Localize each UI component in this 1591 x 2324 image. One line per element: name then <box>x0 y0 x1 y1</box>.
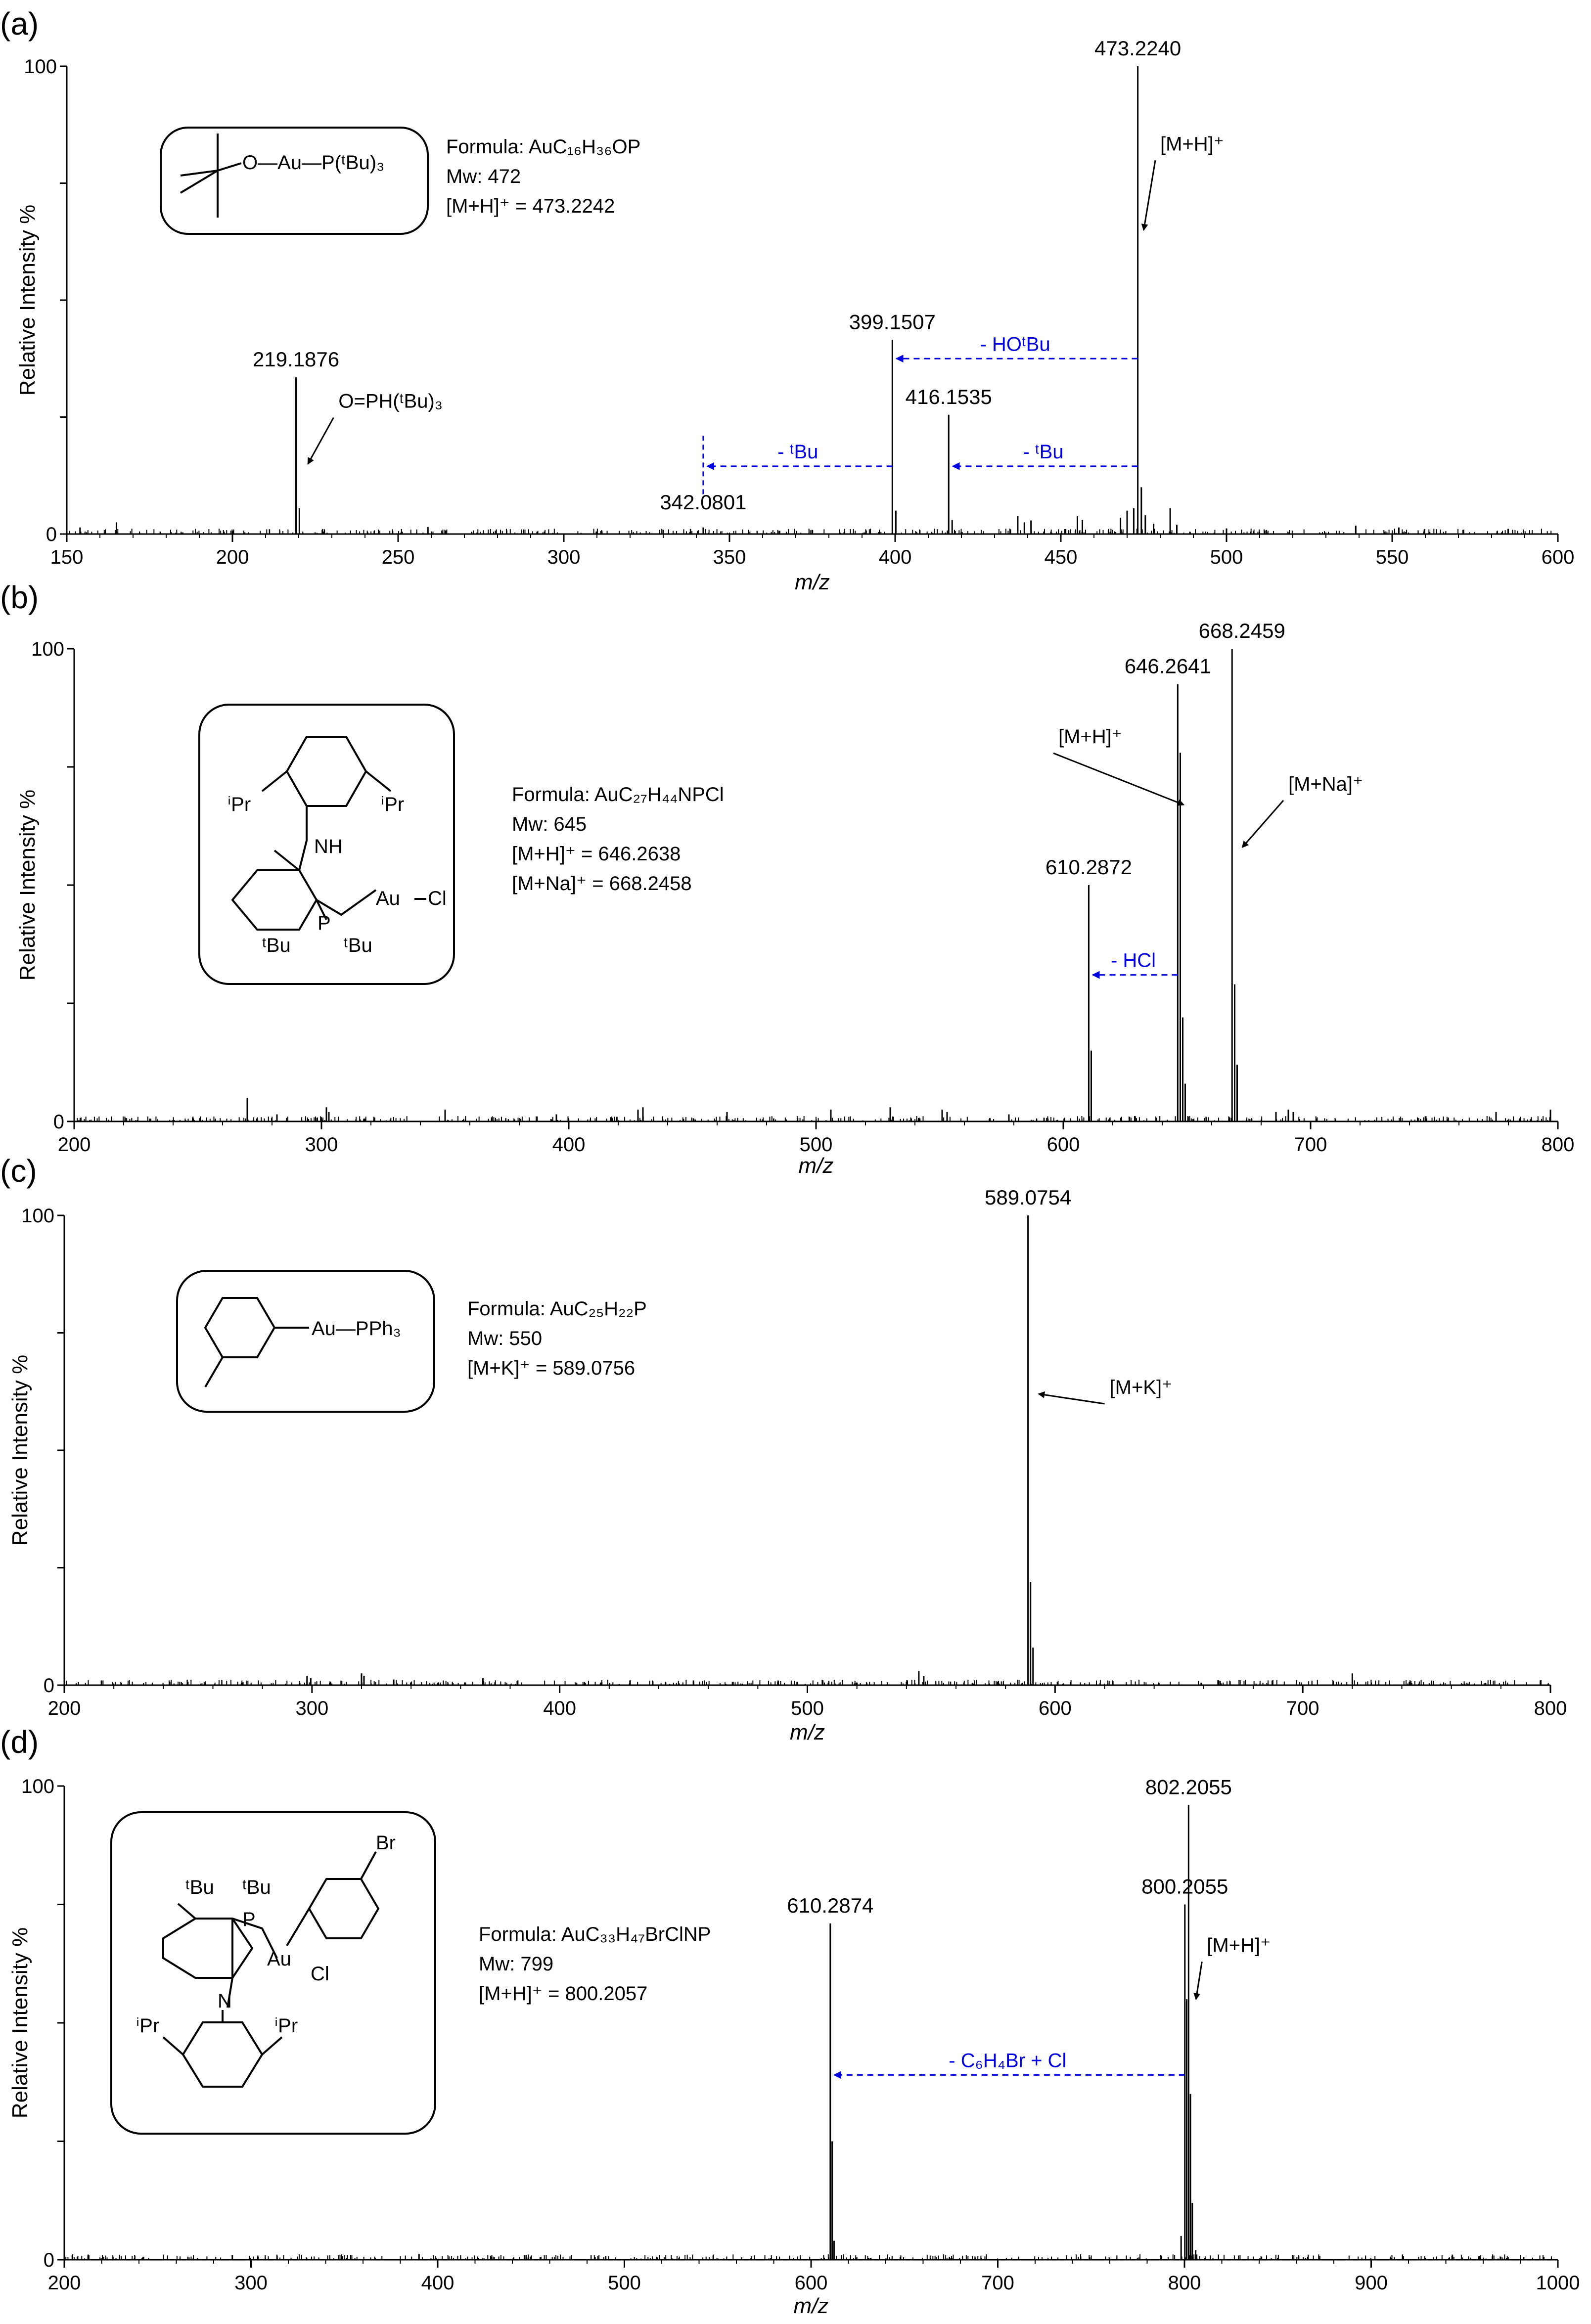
info-d <box>479 1923 711 2005</box>
x-tick-label: 700 <box>981 2272 1014 2294</box>
info-c-mw: Mw: 550 <box>467 1328 543 1349</box>
info-d-mw: Mw: 799 <box>479 1953 554 1975</box>
structure-b-p: P <box>318 912 331 934</box>
x-tick-label: 300 <box>547 546 581 568</box>
x-tick-label: 550 <box>1375 546 1409 568</box>
spectrum-a <box>15 37 1574 594</box>
info-b-mna: [M+Na]⁺ = 668.2458 <box>512 873 692 894</box>
y-tick-label: 100 <box>21 1205 54 1227</box>
structure-d-cl: Cl <box>311 1963 329 1985</box>
x-tick-label: 800 <box>1168 2272 1201 2294</box>
structure-d-br: Br <box>376 1832 396 1854</box>
y-tick-label: 100 <box>21 1776 54 1797</box>
spectrum-d <box>8 1775 1580 2318</box>
panel-label-d: (d) <box>0 1724 39 1760</box>
x-tick-label: 600 <box>1541 546 1575 568</box>
spectrum-b <box>15 619 1574 1178</box>
peak-label: 399.1507 <box>849 310 936 334</box>
y-axis-title: Relative Intensity % <box>15 789 40 981</box>
info-a-mw: Mw: 472 <box>446 166 521 187</box>
x-axis-title: m/z <box>790 1720 825 1744</box>
x-tick-label: 700 <box>1286 1698 1319 1719</box>
peak-label: 219.1876 <box>252 348 340 371</box>
structure-d-p: P <box>242 1909 256 1930</box>
ion-annotation: [M+K]⁺ <box>1109 1377 1173 1398</box>
structure-d-tbu-2: ᵗBu <box>242 1877 271 1898</box>
info-c-mk: [M+K]⁺ = 589.0756 <box>467 1357 636 1379</box>
x-tick-label: 500 <box>799 1134 833 1156</box>
ion-arrow <box>308 418 334 464</box>
info-b-formula: Formula: AuC₂₇H₄₄NPCl <box>512 784 724 805</box>
peak-label: 800.2055 <box>1141 1875 1228 1898</box>
info-b-mw: Mw: 645 <box>512 813 587 835</box>
ion-arrow <box>1196 1962 1202 1999</box>
ion-arrow <box>1242 801 1283 848</box>
info-d-mh: [M+H]⁺ = 800.2057 <box>479 1983 648 2005</box>
ion-annotation: O=PH(ᵗBu)₃ <box>338 390 443 412</box>
loss-label: - ᵗBu <box>777 441 818 463</box>
structure-formula-a: O—Au—P(ᵗBu)₃ <box>242 152 385 174</box>
x-tick-label: 800 <box>1541 1134 1575 1156</box>
structure-box-a <box>161 128 428 234</box>
x-tick-label: 700 <box>1294 1134 1327 1156</box>
x-tick-label: 300 <box>295 1698 329 1719</box>
y-tick-label: 0 <box>45 524 57 545</box>
panel-b <box>0 580 1574 1178</box>
structure-box-d <box>111 1812 435 2134</box>
x-axis-title: m/z <box>798 1154 834 1178</box>
peak-label: 668.2459 <box>1198 619 1285 642</box>
structure-d-n: N <box>218 1990 232 2012</box>
peak-label: 589.0754 <box>985 1186 1072 1209</box>
x-tick-label: 200 <box>216 546 249 568</box>
info-b <box>512 784 724 894</box>
structure-b-ipr-right: ⁱPr <box>381 794 405 815</box>
peak-label: 610.2874 <box>787 1893 874 1917</box>
x-tick-label: 400 <box>543 1698 577 1719</box>
structure-d-ipr-left: ⁱPr <box>136 2015 160 2037</box>
ion-arrow <box>1039 1394 1104 1404</box>
info-b-mh: [M+H]⁺ = 646.2638 <box>512 843 681 865</box>
x-tick-label: 300 <box>305 1134 338 1156</box>
x-tick-label: 200 <box>57 1134 91 1156</box>
structure-d-au: Au <box>267 1948 291 1970</box>
structure-b-nh: NH <box>314 836 343 857</box>
info-a <box>446 136 640 217</box>
structure-b-ipr-left: ⁱPr <box>227 794 251 815</box>
ion-arrow <box>1144 160 1155 230</box>
info-a-mh: [M+H]⁺ = 473.2242 <box>446 195 615 217</box>
x-tick-label: 900 <box>1355 2272 1388 2294</box>
y-tick-label: 100 <box>31 638 64 660</box>
loss-label: - HCl <box>1110 949 1156 972</box>
peak-label: 416.1535 <box>905 385 992 408</box>
structure-b-tbu-1: ᵗBu <box>262 935 291 956</box>
peak-label: 342.0801 <box>660 491 747 514</box>
y-axis-title: Relative Intensity % <box>8 1927 32 2119</box>
ion-annotation: [M+H]⁺ <box>1160 133 1224 155</box>
structure-d-tbu-1: ᵗBu <box>185 1877 214 1898</box>
panel-label-a: (a) <box>0 6 39 42</box>
x-tick-label: 200 <box>47 2272 81 2294</box>
info-a-formula: Formula: AuC₁₆H₃₆OP <box>446 136 641 158</box>
ion-annotation: [M+Na]⁺ <box>1288 773 1364 795</box>
structure-formula-c: Au—PPh₃ <box>312 1318 401 1340</box>
x-axis-title: m/z <box>793 2294 829 2318</box>
x-tick-label: 150 <box>50 546 84 568</box>
x-tick-label: 400 <box>421 2272 455 2294</box>
y-tick-label: 0 <box>53 1111 64 1133</box>
structure-box-b <box>199 705 454 984</box>
peak-label: 646.2641 <box>1124 654 1211 678</box>
structure-d-ipr-right: ⁱPr <box>274 2015 298 2037</box>
peak-label: 802.2055 <box>1145 1775 1232 1799</box>
loss-label: - C₆H₄Br + Cl <box>949 2050 1067 2072</box>
info-c-formula: Formula: AuC₂₅H₂₂P <box>467 1298 647 1320</box>
ion-annotation: [M+H]⁺ <box>1207 1934 1271 1957</box>
x-tick-label: 600 <box>1046 1134 1080 1156</box>
panel-c <box>0 1153 1567 1744</box>
x-tick-label: 1000 <box>1536 2272 1580 2294</box>
x-axis-title: m/z <box>795 570 830 594</box>
x-tick-label: 500 <box>1210 546 1243 568</box>
structure-b-tbu-2: ᵗBu <box>344 935 372 956</box>
x-tick-label: 600 <box>1038 1698 1072 1719</box>
x-tick-label: 350 <box>713 546 746 568</box>
y-axis-title: Relative Intensity % <box>8 1354 32 1546</box>
x-tick-label: 800 <box>1534 1698 1567 1719</box>
panel-d <box>0 1724 1580 2318</box>
peak-label: 473.2240 <box>1094 37 1182 60</box>
structure-b-cl: Cl <box>428 888 447 909</box>
y-tick-label: 0 <box>43 2249 54 2271</box>
y-axis-title: Relative Intensity % <box>15 204 40 396</box>
y-tick-label: 100 <box>24 56 57 78</box>
x-tick-label: 500 <box>608 2272 641 2294</box>
panel-a <box>0 6 1574 594</box>
spectrum-c <box>8 1186 1567 1744</box>
y-tick-label: 0 <box>43 1675 54 1697</box>
peak-label: 610.2872 <box>1045 855 1133 879</box>
panel-label-c: (c) <box>0 1153 37 1189</box>
panel-label-b: (b) <box>0 580 39 615</box>
x-tick-label: 400 <box>552 1134 586 1156</box>
x-tick-label: 200 <box>47 1698 81 1719</box>
loss-label: - ᵗBu <box>1023 441 1064 463</box>
x-tick-label: 450 <box>1044 546 1078 568</box>
structure-b-au: Au <box>376 888 400 909</box>
x-tick-label: 500 <box>791 1698 824 1719</box>
info-d-formula: Formula: AuC₃₃H₄₇BrClNP <box>479 1923 711 1945</box>
ion-annotation: [M+H]⁺ <box>1058 726 1122 748</box>
ion-arrow <box>1053 753 1183 804</box>
x-tick-label: 400 <box>878 546 912 568</box>
x-tick-label: 600 <box>794 2272 828 2294</box>
info-c <box>467 1298 647 1379</box>
x-tick-label: 300 <box>234 2272 268 2294</box>
loss-label: - HOᵗBu <box>980 333 1050 356</box>
x-tick-label: 250 <box>381 546 415 568</box>
structure-box-c <box>177 1271 434 1412</box>
